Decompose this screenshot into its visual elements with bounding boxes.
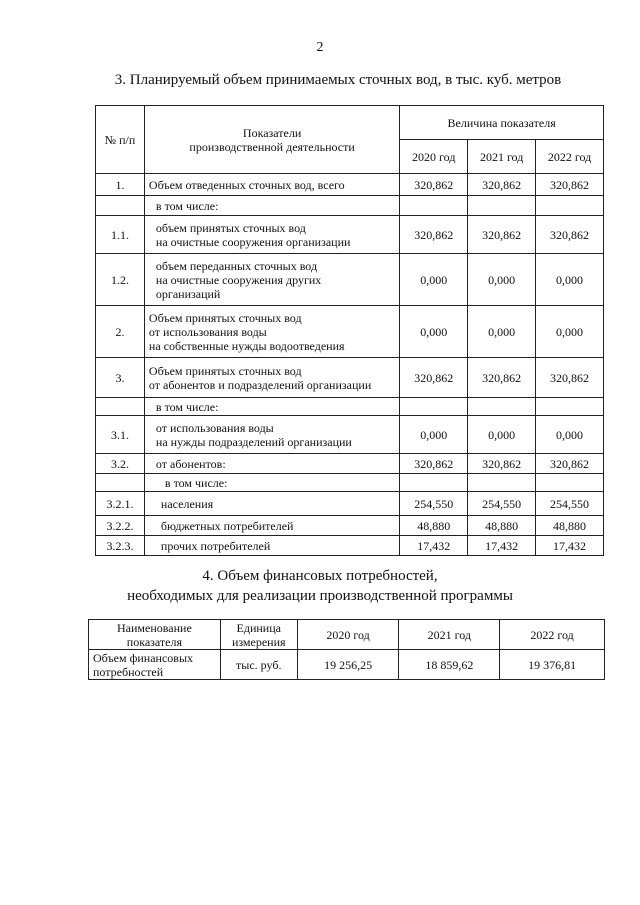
row-value-2022: 17,432 bbox=[536, 536, 604, 556]
row-value-2022: 320,862 bbox=[536, 174, 604, 196]
row-label bbox=[144, 216, 399, 254]
row-unit: тыс. руб. bbox=[220, 650, 297, 680]
row-number: 2. bbox=[96, 306, 145, 358]
row-label-line: Объем принятых сточных вод bbox=[148, 310, 302, 325]
row-label bbox=[144, 306, 399, 358]
row-value-2022: 0,000 bbox=[536, 254, 604, 306]
section-4-title-line1: 4. Объем финансовых потребностей, bbox=[202, 568, 438, 584]
row-label-line: в том числе: bbox=[164, 475, 228, 490]
table-row bbox=[96, 454, 604, 474]
header-unit bbox=[220, 620, 297, 650]
table-row bbox=[96, 474, 604, 492]
row-value-2021: 320,862 bbox=[468, 454, 536, 474]
row-value-2021: 17,432 bbox=[468, 536, 536, 556]
row-label bbox=[144, 416, 399, 454]
row-label-line: от использования воды bbox=[155, 420, 274, 435]
header-name bbox=[89, 620, 221, 650]
row-label-line: от абонентов и подразделений организации bbox=[148, 377, 372, 392]
row-value-2021 bbox=[468, 196, 536, 216]
page-number: 2 bbox=[316, 40, 324, 55]
section-4-title-line2: необходимых для реализации производственной программы bbox=[127, 588, 513, 604]
row-value-2021 bbox=[468, 474, 536, 492]
row-label-line: в том числе: bbox=[155, 198, 219, 213]
row-label bbox=[144, 196, 399, 216]
row-number bbox=[96, 398, 145, 416]
row-label-line: объем принятых сточных вод bbox=[155, 220, 306, 235]
row-value-2021: 0,000 bbox=[468, 416, 536, 454]
row-value-2022: 0,000 bbox=[536, 416, 604, 454]
table-row bbox=[96, 516, 604, 536]
row-label-line: на очистные сооружения других bbox=[155, 272, 322, 287]
wastewater-volume-table bbox=[95, 105, 604, 556]
header-indicator-line1: Показатели bbox=[242, 125, 302, 140]
row-value-2020 bbox=[400, 196, 468, 216]
row-label bbox=[144, 254, 399, 306]
row-number: 3.2.3. bbox=[96, 536, 145, 556]
row-label-line: объем переданных сточных вод bbox=[155, 258, 318, 273]
row-value-2020: 17,432 bbox=[400, 536, 468, 556]
row-label-line: от абонентов: bbox=[155, 456, 226, 471]
row-label-line: в том числе: bbox=[155, 399, 219, 414]
header-year-2020: 2020 год bbox=[400, 140, 468, 174]
row-value-2022: 320,862 bbox=[536, 454, 604, 474]
row-label-line: Объем отведенных сточных вод, всего bbox=[148, 177, 345, 192]
row-label-line: прочих потребителей bbox=[160, 538, 271, 553]
row-number: 3.2.2. bbox=[96, 516, 145, 536]
row-value-2020: 320,862 bbox=[400, 454, 468, 474]
row-label-line: на очистные сооружения организации bbox=[155, 234, 351, 249]
row-label bbox=[144, 358, 399, 398]
row-value-2020: 320,862 bbox=[400, 174, 468, 196]
header-year-2022: 2022 год bbox=[536, 140, 604, 174]
row-label-line: на нужды подразделений организации bbox=[155, 434, 352, 449]
row-number: 1. bbox=[96, 174, 145, 196]
row-value-2020: 0,000 bbox=[400, 416, 468, 454]
header-year-2021: 2021 год bbox=[399, 620, 500, 650]
row-value-2022: 320,862 bbox=[536, 216, 604, 254]
row-value-2021: 0,000 bbox=[468, 306, 536, 358]
row-value-2020: 48,880 bbox=[400, 516, 468, 536]
row-value-2020 bbox=[400, 474, 468, 492]
row-value-2022 bbox=[536, 196, 604, 216]
row-label-line: Объем принятых сточных вод bbox=[148, 363, 302, 378]
row-label bbox=[144, 174, 399, 196]
table-row bbox=[96, 416, 604, 454]
header-name-line1: Наименование bbox=[117, 620, 192, 635]
row-value-2021: 48,880 bbox=[468, 516, 536, 536]
section-4-title bbox=[0, 566, 640, 606]
row-value-2021: 0,000 bbox=[468, 254, 536, 306]
table-row bbox=[96, 306, 604, 358]
header-year-2020: 2020 год bbox=[297, 620, 399, 650]
row-label-line: бюджетных потребителей bbox=[160, 518, 294, 533]
header-year-2022: 2022 год bbox=[500, 620, 605, 650]
row-number: 3.2.1. bbox=[96, 492, 145, 516]
row-value-2021: 320,862 bbox=[468, 216, 536, 254]
header-num: № п/п bbox=[96, 106, 145, 174]
row-value-2020: 0,000 bbox=[400, 254, 468, 306]
row-number: 3. bbox=[96, 358, 145, 398]
row-value-2022: 48,880 bbox=[536, 516, 604, 536]
header-name-line2: показателя bbox=[126, 634, 183, 649]
row-value-2022 bbox=[536, 398, 604, 416]
table-row bbox=[96, 492, 604, 516]
table-row bbox=[96, 254, 604, 306]
header-indicator-line2: производственной деятельности bbox=[189, 139, 355, 154]
row-number: 3.2. bbox=[96, 454, 145, 474]
row-value-2021: 254,550 bbox=[468, 492, 536, 516]
row-label bbox=[144, 516, 399, 536]
row-value-2021: 320,862 bbox=[468, 174, 536, 196]
row-number bbox=[96, 474, 145, 492]
header-unit-line2: измерения bbox=[231, 634, 286, 649]
row-value-2020 bbox=[400, 398, 468, 416]
table-row bbox=[89, 650, 605, 680]
row-label bbox=[144, 536, 399, 556]
section-3-title: 3. Планируемый объем принимаемых сточных вод, в тыс. куб. метров bbox=[114, 72, 562, 88]
table-row bbox=[96, 358, 604, 398]
financial-needs-table bbox=[88, 619, 605, 680]
row-value-2020: 320,862 bbox=[400, 358, 468, 398]
row-number: 3.1. bbox=[96, 416, 145, 454]
row-value-2020: 19 256,25 bbox=[297, 650, 399, 680]
row-value-2021 bbox=[468, 398, 536, 416]
row-label-line: организаций bbox=[155, 286, 221, 301]
row-label bbox=[144, 398, 399, 416]
row-value-2022: 19 376,81 bbox=[500, 650, 605, 680]
table-row bbox=[96, 536, 604, 556]
header-year-2021: 2021 год bbox=[468, 140, 536, 174]
header-value-group: Величина показателя bbox=[400, 106, 604, 140]
row-name-line2: потребностей bbox=[93, 664, 164, 679]
row-label bbox=[144, 474, 399, 492]
row-number bbox=[96, 196, 145, 216]
row-value-2022: 320,862 bbox=[536, 358, 604, 398]
table-row bbox=[96, 398, 604, 416]
table-row bbox=[96, 216, 604, 254]
row-name-line1: Объем финансовых bbox=[93, 650, 194, 665]
row-value-2022: 254,550 bbox=[536, 492, 604, 516]
row-value-2022: 0,000 bbox=[536, 306, 604, 358]
row-label-line: на собственные нужды водоотведения bbox=[148, 338, 345, 353]
header-unit-line1: Единица bbox=[236, 620, 281, 635]
table-header-row bbox=[96, 106, 604, 140]
row-name bbox=[89, 650, 221, 680]
row-value-2021: 18 859,62 bbox=[399, 650, 500, 680]
table-row bbox=[96, 196, 604, 216]
row-value-2022 bbox=[536, 474, 604, 492]
table-row bbox=[96, 174, 604, 196]
row-value-2020: 320,862 bbox=[400, 216, 468, 254]
row-label-line: населения bbox=[160, 496, 214, 511]
row-number: 1.1. bbox=[96, 216, 145, 254]
row-number: 1.2. bbox=[96, 254, 145, 306]
row-label bbox=[144, 454, 399, 474]
row-value-2021: 320,862 bbox=[468, 358, 536, 398]
table-header-row bbox=[89, 620, 605, 650]
row-label bbox=[144, 492, 399, 516]
row-value-2020: 0,000 bbox=[400, 306, 468, 358]
row-label-line: от использования воды bbox=[148, 324, 267, 339]
header-indicator bbox=[144, 106, 399, 174]
row-value-2020: 254,550 bbox=[400, 492, 468, 516]
